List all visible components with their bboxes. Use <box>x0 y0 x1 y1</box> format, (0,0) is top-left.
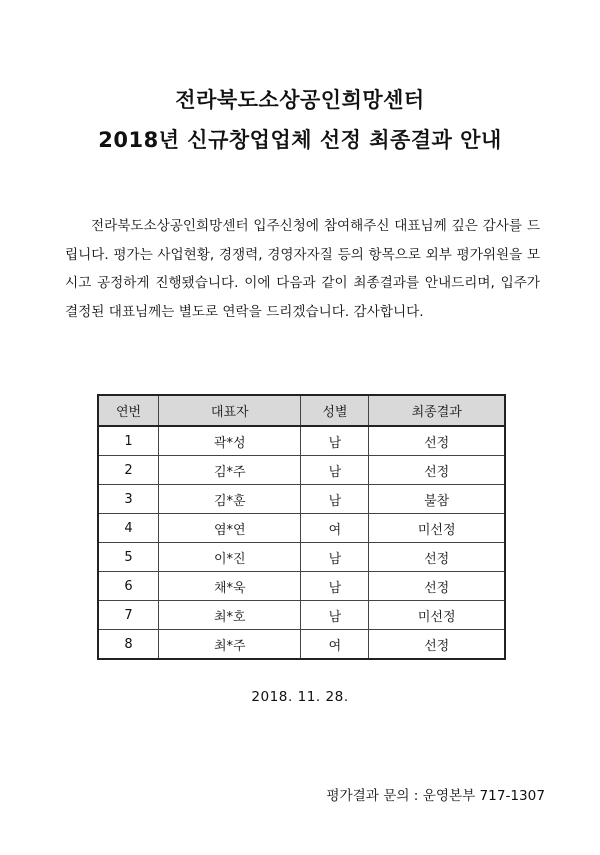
cell-representative: 곽*성 <box>159 426 301 456</box>
cell-number: 3 <box>98 485 159 514</box>
table-row <box>98 630 505 660</box>
table-row <box>98 485 505 514</box>
header-representative: 대표자 <box>159 395 301 426</box>
table-row <box>98 572 505 601</box>
document-subtitle: 2018년 신규창업업체 선정 최종결과 안내 <box>98 128 502 152</box>
cell-number: 4 <box>98 514 159 543</box>
cell-number: 7 <box>98 601 159 630</box>
cell-result: 선정 <box>369 456 505 485</box>
cell-number: 2 <box>98 456 159 485</box>
cell-number: 6 <box>98 572 159 601</box>
table-row <box>98 426 505 456</box>
cell-result: 미선정 <box>369 514 505 543</box>
cell-gender: 여 <box>301 514 369 543</box>
table-row <box>98 514 505 543</box>
cell-representative: 김*주 <box>159 456 301 485</box>
cell-gender: 남 <box>301 572 369 601</box>
contact-info: 평가결과 문의 : 운영본부 717-1307 <box>326 788 545 804</box>
cell-representative: 최*주 <box>159 630 301 660</box>
cell-number: 1 <box>98 426 159 456</box>
header-final-result: 최종결과 <box>369 395 505 426</box>
result-table <box>97 394 506 660</box>
cell-representative: 염*연 <box>159 514 301 543</box>
cell-result: 미선정 <box>369 601 505 630</box>
cell-gender: 남 <box>301 543 369 572</box>
cell-gender: 남 <box>301 456 369 485</box>
cell-number: 5 <box>98 543 159 572</box>
cell-representative: 이*진 <box>159 543 301 572</box>
document-title: 전라북도소상공인희망센터 <box>175 88 425 112</box>
cell-result: 선정 <box>369 572 505 601</box>
header-gender: 성별 <box>301 395 369 426</box>
cell-representative: 최*호 <box>159 601 301 630</box>
issue-date: 2018. 11. 28. <box>251 689 349 705</box>
cell-representative: 김*훈 <box>159 485 301 514</box>
header-number: 연번 <box>98 395 159 426</box>
cell-gender: 남 <box>301 485 369 514</box>
table-row <box>98 456 505 485</box>
cell-result: 선정 <box>369 543 505 572</box>
cell-representative: 채*욱 <box>159 572 301 601</box>
cell-gender: 남 <box>301 601 369 630</box>
table-row <box>98 543 505 572</box>
cell-result: 선정 <box>369 630 505 660</box>
cell-gender: 여 <box>301 630 369 660</box>
table-row <box>98 601 505 630</box>
cell-number: 8 <box>98 630 159 660</box>
cell-result: 불참 <box>369 485 505 514</box>
cell-result: 선정 <box>369 426 505 456</box>
table-header-row <box>98 395 505 426</box>
cell-gender: 남 <box>301 426 369 456</box>
intro-paragraph: 전라북도소상공인희망센터 입주신청에 참여해주신 대표님께 깊은 감사를 드립니다. 평가는 사업현황, 경쟁력, 경영자자질 등의 항목으로 외부 평가위원을 모시고 공정하게 진행됐습니다. 이에 다음과 같이 최종결과를 안내드리며, 입주가 결정된 대표님께는 별도로 연락을 드리겠습니다. 감사합니다. <box>65 218 540 320</box>
